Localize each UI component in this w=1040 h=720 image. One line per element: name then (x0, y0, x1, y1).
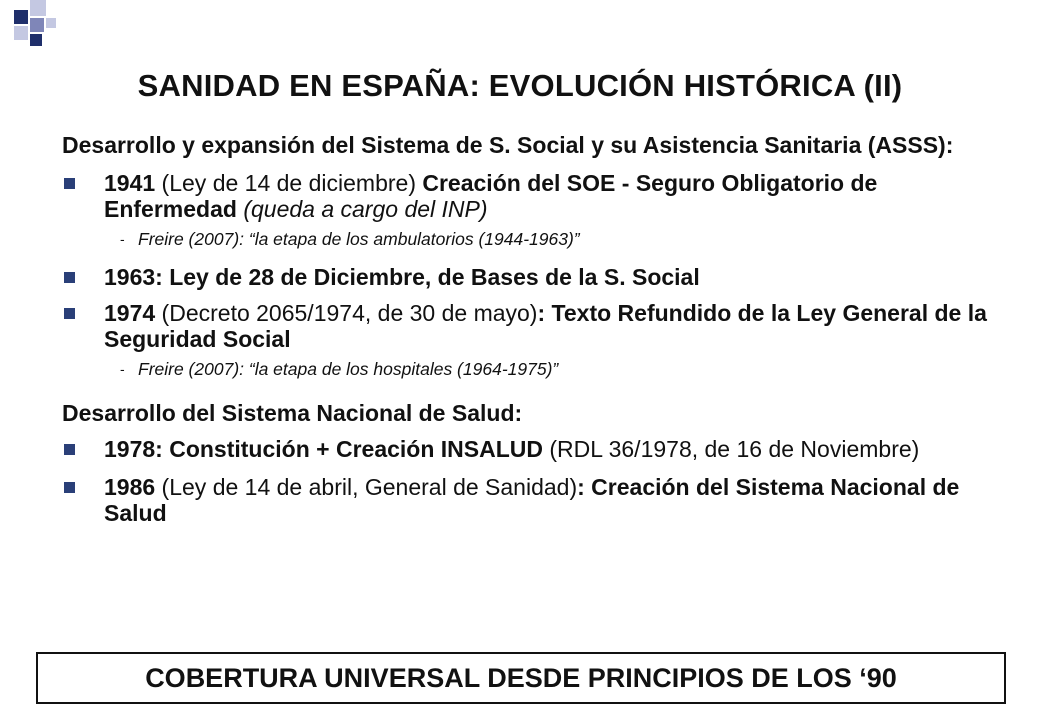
square-bullet-icon (64, 308, 75, 319)
bullet-1986: 1986 (Ley de 14 de abril, General de Sanidad): Creación del Sistema Nacional de Salud (62, 474, 992, 526)
sub-bullet-hospitales: - Freire (2007): “la etapa de los hospitales (1964-1975)” (120, 359, 559, 379)
bullet-1941: 1941 (Ley de 14 de diciembre) Creación del SOE - Seguro Obligatorio de Enfermedad (queda a cargo del INP) (62, 170, 992, 222)
dash-icon: - (120, 231, 125, 247)
sub-bullet-ambulatorios: - Freire (2007): “la etapa de los ambulatorios (1944-1963)” (120, 229, 580, 249)
footer-callout-box: COBERTURA UNIVERSAL DESDE PRINCIPIOS DE LOS ‘90 (36, 652, 1006, 704)
section-heading-sns: Desarrollo del Sistema Nacional de Salud: (62, 400, 523, 426)
bullet-1963: 1963: Ley de 28 de Diciembre, de Bases de la S. Social (62, 264, 992, 290)
bullet-1974: 1974 (Decreto 2065/1974, de 30 de mayo): Texto Refundido de la Ley General de la Seguridad Social (62, 300, 992, 352)
square-bullet-icon (64, 482, 75, 493)
square-bullet-icon (64, 178, 75, 189)
square-bullet-icon (64, 444, 75, 455)
dash-icon: - (120, 361, 125, 377)
slide-logo-squares (0, 0, 60, 60)
bullet-1978: 1978: Constitución + Creación INSALUD (RDL 36/1978, de 16 de Noviembre) (62, 436, 992, 462)
section-heading-ssss: Desarrollo y expansión del Sistema de S. Social y su Asistencia Sanitaria (ASSS): (62, 132, 954, 158)
slide-content (62, 132, 992, 526)
slide-title: SANIDAD EN ESPAÑA: EVOLUCIÓN HISTÓRICA (II) (137, 68, 903, 103)
square-bullet-icon (64, 272, 75, 283)
